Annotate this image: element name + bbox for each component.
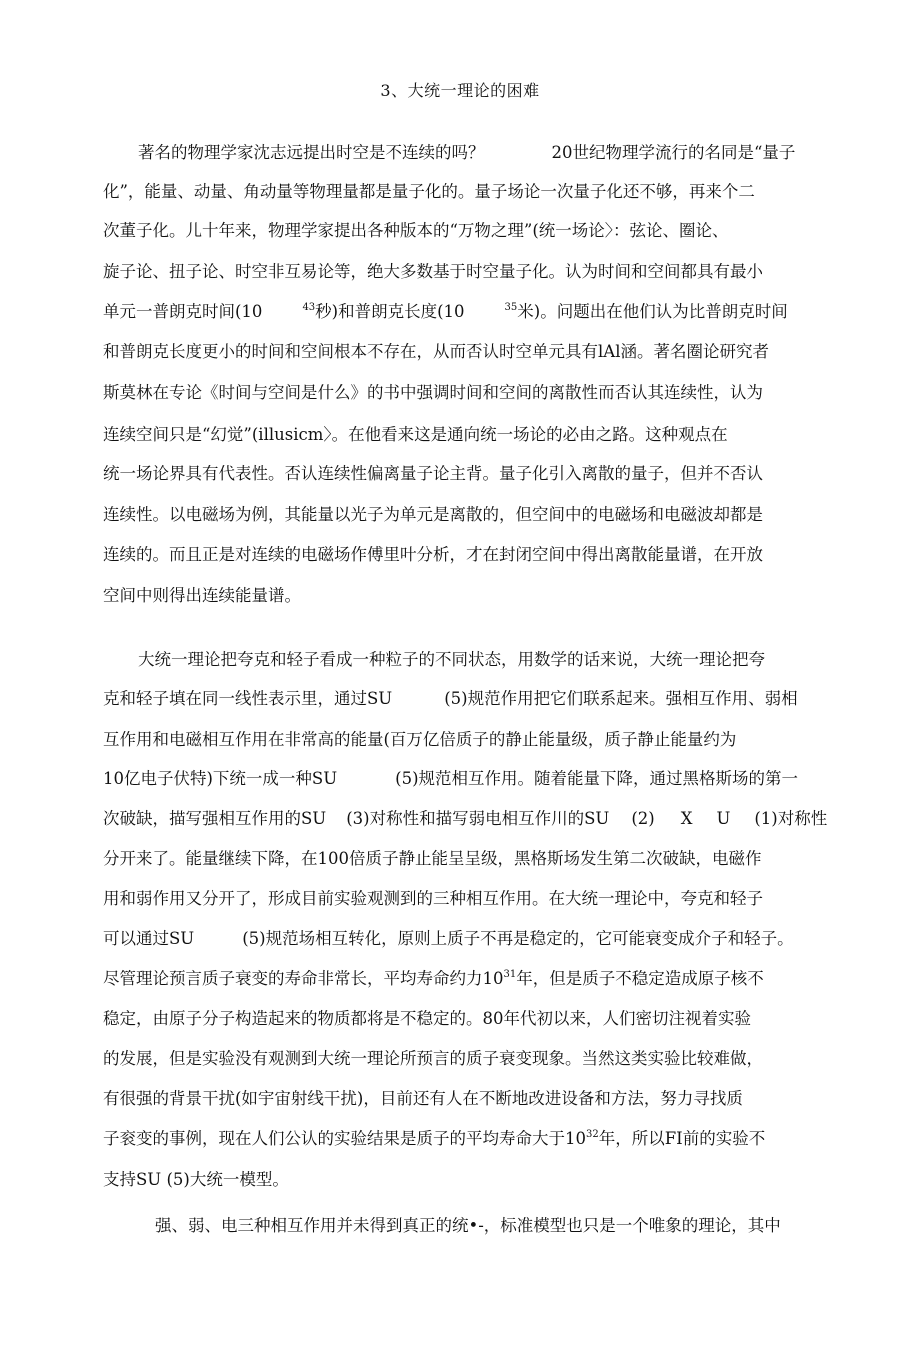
paragraph-2-line-13 [103, 1129, 765, 1149]
paragraph-1-line-3: 次董子化。儿十年来，物理学家提出各种版本的“万物之理”(统一场论〉：弦论、圈论、 [103, 221, 729, 240]
text-segment: 20世纪物理学流行的名同是“量子 [551, 143, 796, 162]
text-segment: (5)规范作用把它们联系起来。强相互作用、弱相 [444, 689, 798, 708]
text-segment: 10亿电子伏特)下统一成一种SU [103, 769, 338, 788]
paragraph-2-line-14: 支持SU (5)大统一模型。 [103, 1170, 289, 1189]
paragraph-2-line-2 [103, 689, 798, 709]
exponent: 43 [302, 302, 316, 313]
paragraph-2-line-8 [103, 929, 794, 949]
paragraph-1-line-5 [103, 302, 788, 322]
exponent: 31 [503, 969, 517, 980]
text-segment: 可以通过SU [103, 929, 195, 948]
paragraph-2-line-10: 稳定，由原子分子构造起来的物质都将是不稳定的。80年代初以来，人们密切注视着实验 [103, 1009, 751, 1028]
paragraph-2-line-3: 互作用和电磁相互作用在非常高的能量(百万亿倍质子的静止能量级，质子静止能量约为 [103, 730, 737, 749]
paragraph-2-line-1: 大统一理论把夸克和轻子看成一种粒子的不同状态，用数学的话来说，大统一理论把夸 [138, 650, 765, 669]
paragraph-2-line-5 [103, 809, 827, 829]
text-segment: (3)对称性和描写弱电相互作川的SU [346, 809, 610, 828]
text-segment: 著名的物理学家沈志远提出时空是不连续的吗？ [138, 143, 485, 162]
paragraph-3-line-1: 强、弱、电三种相互作用并未得到真正的统•-，标准模型也只是一个唯象的理论，其中 [155, 1216, 781, 1235]
exponent: 35 [504, 302, 518, 313]
text-segment: 尽管理论预言质子衰变的寿命非常长，平均寿命约力10 [103, 969, 504, 988]
text-segment: (5)规范相互作用。随着能量下降，通过黑格斯场的第一 [395, 769, 799, 788]
text-segment: 克和轻子填在同一线性表示里，通过SU [103, 689, 393, 708]
text-segment: U [716, 809, 731, 828]
text-segment: 秒)和普朗克长度(10 [315, 302, 465, 321]
paragraph-1-line-2: 化”，能量、动量、角动量等物理量都是量子化的。量子场论一次量子化还不够，再来个二 [103, 182, 755, 201]
text-segment: (2) [631, 809, 655, 828]
paragraph-2-line-9 [103, 969, 764, 989]
paragraph-1-line-12: 空间中则得出连续能量谱。 [103, 586, 301, 605]
text-segment: 次破缺，描写强相互作用的SU [103, 809, 327, 828]
text-segment: 年，但是质子不稳定造成原子核不 [516, 969, 764, 988]
text-segment: (1)对称性 [754, 809, 828, 828]
paragraph-1-line-1 [138, 143, 795, 163]
paragraph-2-line-4 [103, 769, 798, 789]
paragraph-2-line-11: 的发展，但是实验没有观测到大统一理论所预言的质子衰变现象。当然这类实验比较难做， [103, 1049, 763, 1068]
text-segment: 年，所以FI前的实验不 [598, 1129, 766, 1148]
paragraph-2-line-6: 分开来了。能量继续下降，在100倍质子静止能呈呈级，黑格斯场发生第二次破缺，电磁作 [103, 849, 762, 868]
paragraph-2-line-7: 用和弱作用又分开了，形成目前实验观测到的三种相互作用。在大统一理论中，夸克和轻子 [103, 889, 763, 908]
paragraph-1-line-11: 连续的。而且正是对连续的电磁场作傅里叶分析，才在封闭空间中得出离散能量谱，在开放 [103, 545, 763, 564]
text-segment: 子衮变的事例，现在人们公认的实验结果是质子的平均寿命大于10 [103, 1129, 586, 1148]
text-segment: 米)。问题出在他们认为比普朗克时间 [517, 302, 788, 321]
paragraph-1-line-6: 和普朗克长度更小的时间和空间根本不存在，从而否认时空单元具有lAl涵。著名圈论研究者 [103, 342, 769, 361]
paragraph-1-line-7: 斯莫林在专论《时间与空间是什么》的书中强调时间和空间的离散性而否认其连续性，认为 [103, 383, 763, 402]
paragraph-1-line-10: 连续性。以电磁场为例，其能量以光子为单元是离散的，但空间中的电磁场和电磁波却都是 [103, 505, 763, 524]
paragraph-1-line-4: 旋子论、扭子论、时空非互易论等，绝大多数基于时空量子化。认为时间和空间都具有最小 [103, 262, 763, 281]
text-segment: (5)规范场相互转化，原则上质子不再是稳定的，它可能衰变成介子和轻子。 [242, 929, 794, 948]
section-title: 3、大统一理论的困难 [380, 81, 540, 100]
paragraph-1-line-8: 连续空间只是“幻觉”(illusicm〉。在他看来这是通向统一场论的必由之路。这种观点在 [103, 425, 728, 444]
text-segment: X [680, 809, 693, 828]
paragraph-1-line-9: 统一场论界具有代表性。否认连续性偏离量子论主背。量子化引入离散的量子，但并不否认 [103, 464, 763, 483]
paragraph-2-line-12: 有很强的背景干扰(如宇宙射线干扰)，目前还有人在不断地改进设备和方法，努力寻找质 [103, 1089, 743, 1108]
text-segment: 单元一普朗克时间(10 [103, 302, 263, 321]
exponent: 32 [586, 1129, 599, 1140]
